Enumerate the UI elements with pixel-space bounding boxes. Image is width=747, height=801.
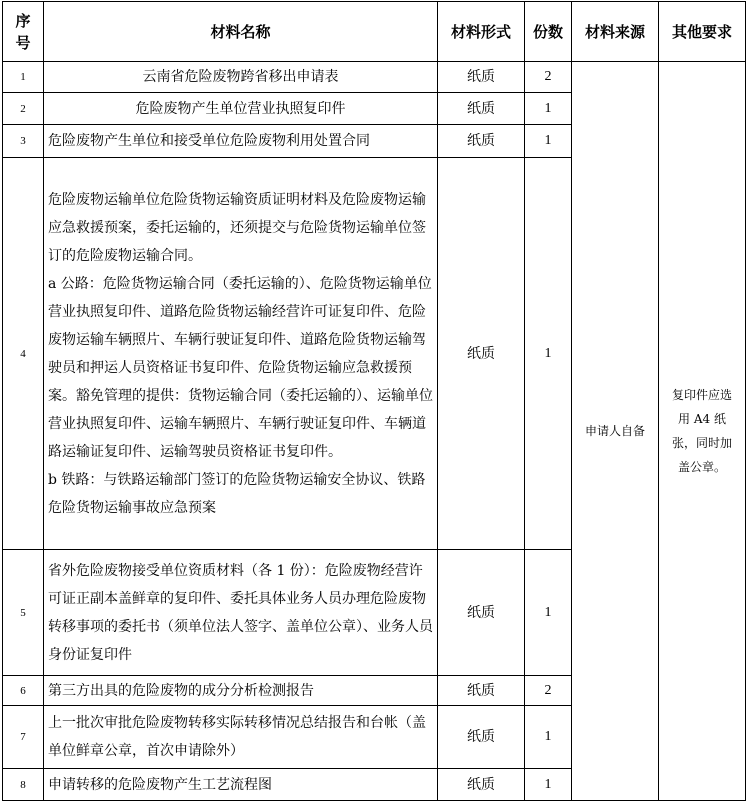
- material-name-part-3: b 铁路：与铁路运输部门签订的危险货物运输安全协议、铁路危险货物运输事故应急预案: [48, 471, 426, 516]
- materials-table: [2, 1, 746, 801]
- material-name: 危险废物产生单位和接受单位危险废物利用处置合同: [44, 125, 438, 158]
- row-number: 6: [3, 676, 44, 706]
- row-number: 7: [3, 706, 44, 769]
- row-number: 1: [3, 62, 44, 93]
- material-form: 纸质: [438, 676, 525, 706]
- material-count: 2: [525, 676, 572, 706]
- row-number: 4: [3, 158, 44, 550]
- material-form: 纸质: [438, 706, 525, 769]
- material-form: 纸质: [438, 93, 525, 125]
- material-count: 1: [525, 93, 572, 125]
- row-number: 2: [3, 93, 44, 125]
- material-name-part-1: 危险废物运输单位危险货物运输资质证明材料及危险废物运输应急救援预案，委托运输的，还须提交与危险货物运输单位签订的危险废物运输合同。: [48, 191, 426, 264]
- material-name: [44, 158, 438, 550]
- header-name: 材料名称: [44, 2, 438, 62]
- material-name: 省外危险废物接受单位资质材料（各 1 份）：危险废物经营许可证正副本盖鲜章的复印件、委托具体业务人员办理危险废物转移事项的委托书（须单位法人签字、盖单位公章）、业务人员身份证复印件: [44, 550, 438, 676]
- material-form: 纸质: [438, 158, 525, 550]
- header-other: 其他要求: [659, 2, 746, 62]
- material-count: 1: [525, 769, 572, 801]
- material-form: 纸质: [438, 62, 525, 93]
- material-name: 上一批次审批危险废物转移实际转移情况总结报告和台帐（盖单位鲜章公章，首次申请除外）: [44, 706, 438, 769]
- material-name: 危险废物产生单位营业执照复印件: [44, 93, 438, 125]
- row-number: 8: [3, 769, 44, 801]
- material-count: 1: [525, 706, 572, 769]
- material-name: 第三方出具的危险废物的成分分析检测报告: [44, 676, 438, 706]
- row-number: 3: [3, 125, 44, 158]
- header-source: 材料来源: [572, 2, 659, 62]
- row-number: 5: [3, 550, 44, 676]
- material-form: 纸质: [438, 125, 525, 158]
- material-name-part-2: a 公路：危险货物运输合同（委托运输的）、危险货物运输单位营业执照复印件、道路危险货物运输经营许可证复印件、危险废物运输车辆照片、车辆行驶证复印件、道路危险货物运输驾驶员和押运人员资格证书复印件、危险货物运输应急救援预案。豁免管理的提供：货物运输合同（委托运输的）、运输单位营业执照复印件、运输车辆照片、车辆行驶证复印件、车辆道路运输证复印件、运输驾驶员资格证书复印件。: [48, 275, 433, 460]
- other-requirements: 复印件应选用 A4 纸张，同时加盖公章。: [659, 62, 746, 801]
- material-form: 纸质: [438, 550, 525, 676]
- material-form: 纸质: [438, 769, 525, 801]
- material-name: 云南省危险废物跨省移出申请表: [44, 62, 438, 93]
- material-count: 2: [525, 62, 572, 93]
- header-seq: 序号: [3, 2, 44, 62]
- material-count: 1: [525, 158, 572, 550]
- material-count: 1: [525, 550, 572, 676]
- table-row: [3, 62, 746, 93]
- material-count: 1: [525, 125, 572, 158]
- header-form: 材料形式: [438, 2, 525, 62]
- material-name: 申请转移的危险废物产生工艺流程图: [44, 769, 438, 801]
- header-count: 份数: [525, 2, 572, 62]
- material-source: 申请人自备: [572, 62, 659, 801]
- table-header-row: [3, 2, 746, 62]
